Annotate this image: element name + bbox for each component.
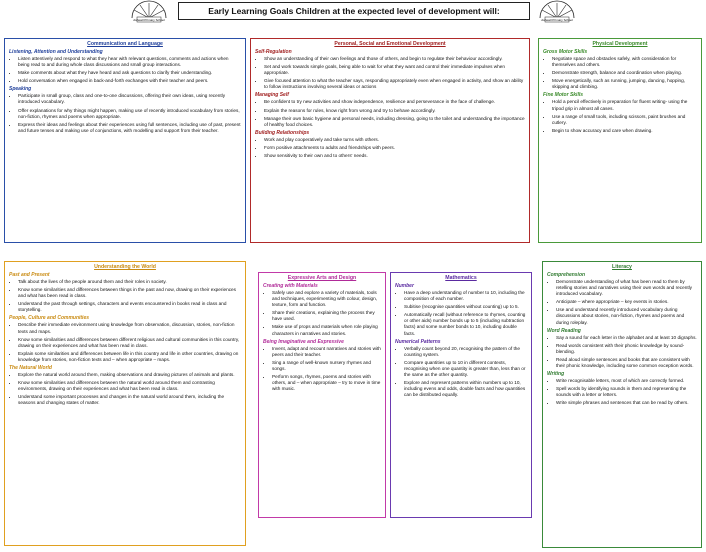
list-item: • Make use of props and materials when role playing characters in narratives and stories. [272, 324, 381, 336]
subheading: Speaking [9, 86, 32, 93]
list-item: • Know some similarities and differences between the natural world around them and contrasting environments, drawing on their experiences and what has been read in class. [18, 380, 241, 392]
list-item: • Use a range of small tools, including scissors, paint brushes and cutlery. [552, 114, 697, 126]
section-heading: Mathematics [445, 275, 477, 281]
list-item: • Have a deep understanding of number to 10, including the composition of each number. [404, 290, 527, 302]
subheading: Building Relationships [255, 129, 310, 136]
list-item: • Read aloud simple sentences and books that are consistent with their phonic knowledge, including some common exception words. [556, 357, 697, 369]
list-item: • Show sensitivity to their own and to others' needs. [264, 153, 525, 159]
section-heading: Expressive Arts and Design [287, 275, 357, 281]
list-item: • Hold conversation when engaged in back-and-forth exchanges with their teacher and peers. [18, 78, 241, 84]
list-item: • Hold a pencil effectively in preparation for fluent writing- using the tripod grip in almost all cases. [552, 99, 697, 111]
subheading: Word Reading [547, 327, 581, 334]
list-item: • Form positive attachments to adults and friendships with peers. [264, 145, 525, 151]
list-item: • Safely use and explore a variety of materials, tools and techniques, experimenting with colour, design, texture, form and function. [272, 290, 381, 308]
list-item: • Listen attentively and respond to what they hear with relevant questions, comments and actions when being read to and during whole class discussions and small group interactions. [18, 56, 241, 68]
list-item: • Talk about the lives of the people around them and their roles in society. [18, 279, 241, 285]
list-item: • Negotiate space and obstacles safely, with consideration for themselves and others. [552, 56, 697, 68]
physical-development-box [538, 38, 702, 243]
list-item: • Sing a range of well-known nursery rhymes and songs. [272, 360, 381, 372]
literacy-box [542, 261, 702, 548]
list-item: • Anticipate – where appropriate – key events in stories. [556, 299, 697, 305]
subheading: Comprehension [547, 272, 586, 278]
list-item: • Set and work towards simple goals, being able to wait for what they want and control their immediate impulses when appropriate. [264, 64, 525, 76]
list-item: • Show an understanding of their own feelings and those of others, and begin to regulate their behaviour accordingly. [264, 56, 525, 62]
section-heading: Literacy [612, 264, 632, 270]
list-item: • Demonstrate understanding of what has been read to them by retelling stories and narratives using their own words and recently introduced vocabulary. [556, 279, 697, 297]
subheading: Being Imaginative and Expressive [263, 338, 344, 345]
list-item: • Express their ideas and feelings about their experiences using full sentences, including use of past, present and future tenses and making use of conjunctions, with modelling and support from their teacher. [18, 122, 241, 134]
section-heading: Communication and Language [87, 41, 163, 47]
subheading: Writing [547, 371, 565, 378]
subheading: The Natural World [9, 365, 52, 372]
list-item: • Participate in small group, class and one-to-one discussions, offering their own ideas, using recently introduced vocabulary. [18, 93, 241, 105]
svg-text:Ashwell Primary School: Ashwell Primary School [541, 18, 573, 22]
list-item: • Offer explanations for why things might happen, making use of recently introduced vocabulary from stories, non-fiction, rhymes and poems when appropriate. [18, 108, 241, 120]
list-item: • Give focused attention to what the teacher says, responding appropriately even when engaged in activity, and show an ability to follow instructions involving several ideas or actions [264, 78, 525, 90]
list-item: • Know some similarities and differences between different religious and cultural communities in this country, drawing on their experiences and what has been read in class. [18, 337, 241, 349]
section-heading: Physical Development [592, 41, 648, 47]
understanding-world-box [4, 261, 246, 546]
section-heading: Understanding the World [94, 264, 156, 270]
list-item: • Perform songs, rhymes, poems and stories with others, and – when appropriate – try to move in time with music. [272, 374, 381, 392]
list-item: • Say a sound for each letter in the alphabet and at least 10 digraphs. [556, 335, 697, 341]
personal-social-emotional-box [250, 38, 530, 243]
list-item: • Explain some similarities and differences between life in this country and life in other countries, drawing on knowledge from stories, non-fiction texts and – when appropriate – maps. [18, 351, 241, 363]
list-item: • Compare quantities up to 10 in different contexts, recognising when one quantity is greater than, less than or the same as the other quantity. [404, 360, 527, 378]
list-item: • Subitise (recognise quantities without counting) up to 5. [404, 304, 527, 310]
list-item: • Begin to show accuracy and care when drawing. [552, 128, 697, 134]
list-item: • Write simple phrases and sentences that can be read by others. [556, 400, 697, 406]
section-heading: Personal, Social and Emotional Development [334, 41, 446, 47]
page-title: Early Learning Goals Children at the expected level of development will: [178, 2, 530, 20]
subheading: Gross Motor Skills [543, 49, 588, 55]
list-item: • Use and understand recently introduced vocabulary during discussions about stories, non-fiction, rhymes and poems and during roleplay. [556, 307, 697, 325]
list-item: • Automatically recall (without reference to rhymes, counting or other aids) number bonds up to 5 (including subtraction facts) and some number bonds to 10, including double facts. [404, 312, 527, 336]
subheading: Past and Present [9, 272, 50, 278]
list-item: • Describe their immediate environment using knowledge from observation, discussion, stories, non-fiction texts and maps. [18, 322, 241, 334]
mathematics-box [390, 272, 532, 518]
svg-text:Ashwell Primary School: Ashwell Primary School [133, 18, 165, 22]
subheading: Number [395, 283, 414, 289]
subheading: Listening, Attention and Understanding [9, 49, 103, 55]
list-item: • Make comments about what they have heard and ask questions to clarify their understanding. [18, 70, 241, 76]
list-item: • Manage their own basic hygiene and personal needs, including dressing, going to the toilet and understanding the importance of healthy food choices. [264, 116, 525, 128]
list-item: • Explore the natural world around them, making observations and drawing pictures of animals and plants. [18, 372, 241, 378]
list-item: • Read words consistent with their phonic knowledge by sound-blending. [556, 343, 697, 355]
list-item: • Verbally count beyond 20, recognising the pattern of the counting system. [404, 346, 527, 358]
subheading: Self-Regulation [255, 49, 292, 55]
subheading: Fine Motor Skills [543, 92, 584, 99]
communication-language-box [4, 38, 246, 243]
subheading: Numerical Patterns [395, 338, 441, 345]
list-item: • Invent, adapt and recount narratives and stories with peers and their teacher. [272, 346, 381, 358]
list-item: • Work and play cooperatively and take turns with others. [264, 137, 525, 143]
school-logo-right [536, 0, 578, 26]
list-item: • Explore and represent patterns within numbers up to 10, including evens and odds, double facts and how quantities can be distributed equally. [404, 380, 527, 398]
list-item: • Write recognisable letters, most of which are correctly formed. [556, 378, 697, 384]
list-item: • Understand some important processes and changes in the natural world around them, including the seasons and changing states of matter. [18, 394, 241, 406]
list-item: • Explain the reasons for rules, know right from wrong and try to behave accordingly. [264, 108, 525, 114]
list-item: • Be confident to try new activities and show independence, resilience and perseverance in the face of challenge. [264, 99, 525, 105]
list-item: • Demonstrate strength, balance and coordination when playing. [552, 70, 697, 76]
list-item: • Move energetically, such as running, jumping, dancing, hopping, skipping and climbing. [552, 78, 697, 90]
subheading: People, Culture and Communities [9, 315, 90, 322]
school-logo-left [128, 0, 170, 26]
expressive-arts-box [258, 272, 386, 518]
list-item: • Share their creations, explaining the process they have used. [272, 310, 381, 322]
subheading: Managing Self [255, 92, 289, 99]
list-item: • Understand the past through settings, characters and events encountered in books read in class and storytelling. [18, 301, 241, 313]
list-item: • Know some similarities and differences between things in the past and now, drawing on their experiences and what has been read in class. [18, 287, 241, 299]
list-item: • Spell words by identifying sounds in them and representing the sounds with a letter or letters. [556, 386, 697, 398]
subheading: Creating with Materials [263, 283, 318, 289]
